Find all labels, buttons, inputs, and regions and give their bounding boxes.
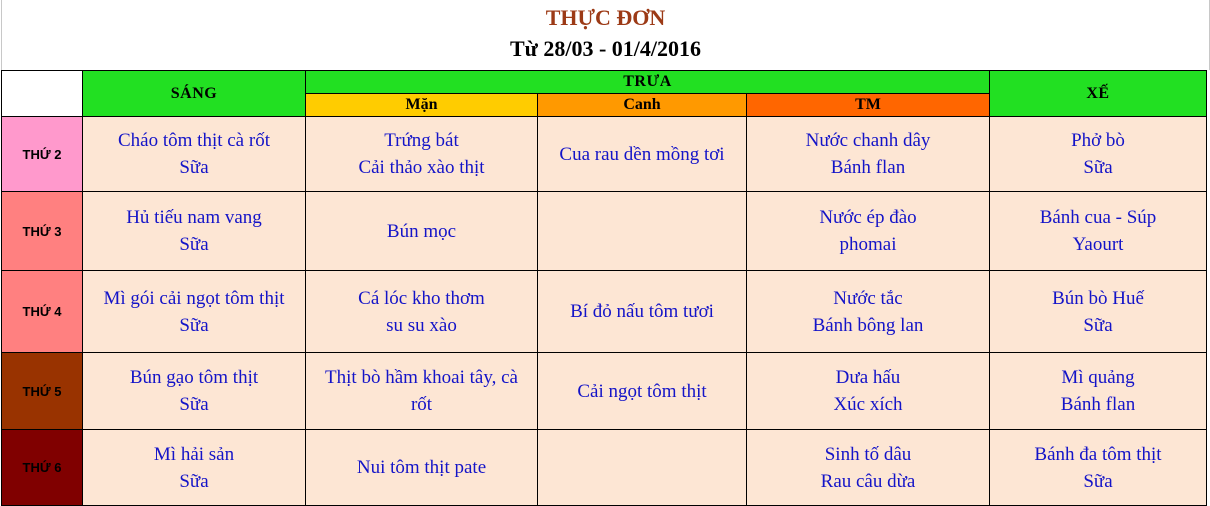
menu-cell-sang xyxy=(83,117,306,192)
dish-text: Sữa xyxy=(179,157,209,178)
dish-text: Bí đỏ nấu tôm tươi xyxy=(570,301,714,322)
dish-text: Bún bò Huế xyxy=(1052,287,1144,309)
menu-cell-sang xyxy=(83,271,306,353)
dish-text: Bánh bông lan xyxy=(812,314,924,336)
table-row xyxy=(2,192,1207,271)
dish-text: Cháo tôm thịt cà rốt xyxy=(118,130,270,151)
dish-text: Cải ngọt tôm thịt xyxy=(577,380,707,402)
dish-text: Mì hải sản xyxy=(153,443,235,465)
dish-text: Sữa xyxy=(1083,314,1113,336)
menu-cell-canh xyxy=(538,192,747,271)
dish-text: Bún mọc xyxy=(386,220,457,242)
menu-cell-tm xyxy=(747,117,990,192)
dish-text: Sữa xyxy=(1083,470,1113,492)
menu-cell-canh xyxy=(538,430,747,506)
menu-cell-tm xyxy=(747,192,990,271)
dish-text: Sữa xyxy=(179,470,209,492)
dish-text: su su xào xyxy=(386,314,457,336)
dish-text: phomai xyxy=(839,234,897,255)
menu-cell-man xyxy=(306,430,538,506)
dish-text: Thịt bò hầm khoai tây, cà xyxy=(325,367,518,388)
menu-cell-canh xyxy=(538,271,747,353)
menu-cell-xe xyxy=(990,192,1207,271)
day-label: THỨ 6 xyxy=(2,430,83,506)
header-sang: SÁNG xyxy=(83,71,306,117)
menu-cell-sang xyxy=(83,353,306,430)
dish-text: Sữa xyxy=(1083,157,1113,178)
menu-cell-xe xyxy=(990,353,1207,430)
header-trua: TRƯA xyxy=(306,71,990,94)
menu-cell-canh xyxy=(538,117,747,192)
header-man: Mặn xyxy=(306,94,538,117)
dish-text: Hủ tiếu nam vang xyxy=(126,207,262,228)
dish-text: Nước ép đào xyxy=(819,207,917,228)
menu-cell-sang xyxy=(83,192,306,271)
dish-text: Xúc xích xyxy=(833,394,903,415)
menu-cell-tm xyxy=(747,430,990,506)
dish-text: Sữa xyxy=(179,234,209,255)
menu-table xyxy=(1,70,1207,506)
dish-text: Bánh flan xyxy=(1060,394,1136,415)
dish-text: Bánh cua - Súp xyxy=(1039,207,1157,228)
menu-cell-tm xyxy=(747,353,990,430)
table-row xyxy=(2,430,1207,506)
day-label: THỨ 4 xyxy=(2,271,83,353)
menu-cell-man xyxy=(306,353,538,430)
dish-text: Bánh flan xyxy=(830,157,906,178)
table-row xyxy=(2,117,1207,192)
menu-cell-man xyxy=(306,192,538,271)
dish-text: Bún gạo tôm thịt xyxy=(129,367,259,388)
menu-cell-xe xyxy=(990,430,1207,506)
dish-text: Dưa hấu xyxy=(835,367,901,388)
dish-text: Cá lóc kho thơm xyxy=(358,287,485,309)
header-xe: XẾ xyxy=(990,71,1207,117)
day-label: THỨ 2 xyxy=(2,117,83,192)
menu-cell-man xyxy=(306,117,538,192)
menu-cell-tm xyxy=(747,271,990,353)
dish-text: Bánh đa tôm thịt xyxy=(1034,443,1162,465)
menu-body xyxy=(2,117,1207,506)
dish-text: Sinh tố dâu xyxy=(824,443,912,465)
header-canh: Canh xyxy=(538,94,747,117)
menu-date-range: Từ 28/03 - 01/4/2016 xyxy=(509,36,702,61)
dish-text: Phở bò xyxy=(1071,130,1125,151)
dish-text: Sữa xyxy=(179,314,209,336)
dish-text: Mì quảng xyxy=(1061,367,1135,388)
table-row xyxy=(2,271,1207,353)
dish-text: Nước tắc xyxy=(833,287,903,309)
dish-text: Cải thảo xào thịt xyxy=(358,157,485,178)
dish-text: rốt xyxy=(410,394,433,415)
menu-cell-sang xyxy=(83,430,306,506)
dish-text: Sữa xyxy=(179,394,209,415)
menu-cell-xe xyxy=(990,271,1207,353)
day-label: THỨ 3 xyxy=(2,192,83,271)
menu-title: THỰC ĐƠN xyxy=(545,5,666,30)
dish-text: Nui tôm thịt pate xyxy=(356,457,487,478)
dish-text: Trứng bát xyxy=(384,130,459,151)
dish-text: Mì gói cải ngọt tôm thịt xyxy=(103,287,285,309)
day-label: THỨ 5 xyxy=(2,353,83,430)
dish-text: Rau câu dừa xyxy=(820,470,916,492)
corner-cell xyxy=(2,71,83,117)
dish-text: Cua rau dền mồng tơi xyxy=(559,143,725,165)
dish-text: Nước chanh dây xyxy=(805,130,931,151)
menu-cell-canh xyxy=(538,353,747,430)
menu-cell-man xyxy=(306,271,538,353)
dish-text: Yaourt xyxy=(1072,234,1124,255)
table-row xyxy=(2,353,1207,430)
menu-cell-xe xyxy=(990,117,1207,192)
header-tm: TM xyxy=(747,94,990,117)
title-block xyxy=(1,0,1210,70)
